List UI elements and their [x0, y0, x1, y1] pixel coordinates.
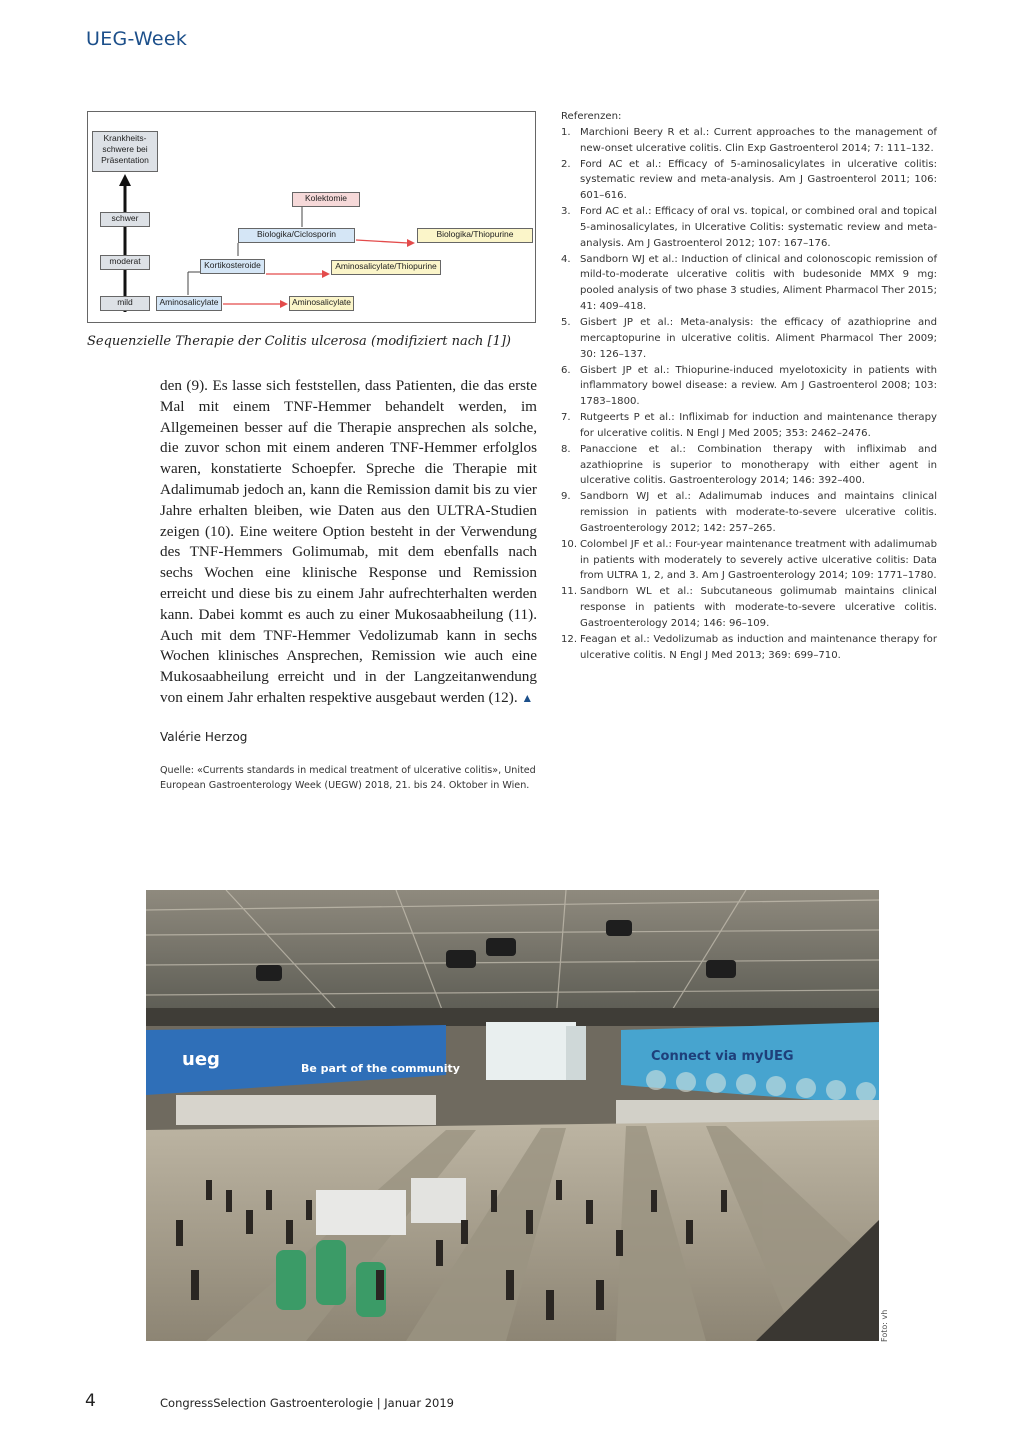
- publication-footer: CongressSelection Gastroenterologie | Januar 2019: [160, 1396, 454, 1410]
- source-note: Quelle: «Currents standards in medical treatment of ulcerative colitis», United European Gastroenterology Week (UEGW) 2018, 21. bis 24. Oktober in Wien.: [160, 765, 536, 791]
- reference-text: Gisbert JP et al.: Thiopurine-induced myelotoxicity in patients with inflammatory bowel disease: a review. Am J Gastroenterol 2008; 103: 1783–1800.: [580, 364, 937, 408]
- reference-text: Ford AC et al.: Efficacy of oral vs. topical, or combined oral and topical 5-aminosalicylates, in Ulcerative Colitis: systematic review and meta-analysis. Am J Gastroenterol 2012; 107: 167–176.: [580, 206, 937, 249]
- reference-number: 1.: [561, 126, 571, 138]
- reference-item: [561, 584, 937, 632]
- references-list: [561, 125, 937, 664]
- photo-credit: Foto: vh: [880, 1309, 889, 1342]
- reference-number: 6.: [561, 364, 571, 376]
- reference-text: Sandborn WL et al.: Subcutaneous golimumab maintains clinical response in patients with moderate-to-severe ulcerative colitis. Gastroenterology 2014; 146: 96–109.: [580, 586, 937, 629]
- end-mark-icon: ▲: [521, 690, 534, 705]
- reference-text: Marchioni Beery R et al.: Current approaches to the management of new-onset ulcerative colitis. Clin Exp Gastroenterol 2014; 7: 111–132.: [580, 126, 937, 154]
- reference-number: 12.: [561, 633, 578, 645]
- article-body-text: den (9). Es lasse sich feststellen, dass Patienten, die das erste Mal mit einem TNF-Hemmer behandelt werden, im Allgemeinen besser auf die Therapie ansprechen als solche, die zuvor schon mit einem anderen TNF-Hemmer erfolglos waren, konstatierte Schoepfer. Spreche die Therapie mit Adalimumab jedoch an, kann die Remission damit bis zu vier Jahre erhalten bleiben, wie Daten aus den ULTRA-Studien zeigen (10). Eine weitere Option besteht in der Verwendung des TNF-Hemmers Golimumab, mit dem ebenfalls nach sechs Wochen eine klinische Response und Remission erreicht und diese bis zu einem Jahr aufrechterhalten werden kann. Dabei kommt es auch zu einer Mukosaabheilung (11). Auch mit dem TNF-Hemmer Vedolizumab kann in sechs Wochen klinisches Ansprechen, Remission wie auch eine Mukosaabheilung erreicht und in der Langzeitanwendung von einem Jahr erhalten respektive ausgebaut werden (12).: [160, 377, 537, 706]
- reference-item: [561, 410, 937, 442]
- therapy-aminosalicylate-first: Aminosalicylate: [156, 296, 222, 311]
- reference-number: 9.: [561, 491, 571, 503]
- author-name: Valérie Herzog: [160, 730, 248, 744]
- reference-number: 10.: [561, 538, 578, 550]
- reference-text: Sandborn WJ et al.: Adalimumab induces and maintains clinical remission in patients with moderate-to-severe ulcerative colitis. Gastroenterology 2012; 142: 257–265.: [580, 491, 937, 534]
- reference-item: [561, 442, 937, 490]
- reference-item: [561, 537, 937, 585]
- level-severe: schwer: [100, 212, 150, 227]
- therapy-kortikosteroide: Kortikosteroide: [200, 259, 265, 274]
- reference-text: Rutgeerts P et al.: Infliximab for induction and maintenance therapy for ulcerative colitis. N Engl J Med 2005; 353: 2462–2476.: [580, 412, 937, 439]
- level-mild: mild: [100, 296, 150, 311]
- reference-item: [561, 632, 937, 664]
- level-moderate: moderat: [100, 255, 150, 270]
- reference-number: 2.: [561, 158, 571, 170]
- article-body: [160, 376, 537, 709]
- reference-text: Feagan et al.: Vedolizumab as induction and maintenance therapy for ulcerative colitis. N Engl J Med 2013; 369: 699–710.: [580, 633, 937, 661]
- reference-number: 7.: [561, 412, 571, 424]
- reference-number: 8.: [561, 443, 571, 455]
- banner-logo-left: ueg: [182, 1049, 220, 1070]
- reference-item: [561, 252, 937, 315]
- reference-item: [561, 363, 937, 411]
- therapy-kolektomie: Kolektomie: [292, 192, 360, 207]
- reference-text: Ford AC et al.: Efficacy of 5-aminosalicylates in ulcerative colitis: systematic review and meta-analysis. Am J Gastroenterol 2011; 106: 601–616.: [580, 158, 937, 202]
- therapy-aminosalicylate-second: Aminosalicylate: [289, 296, 354, 311]
- banner-right-text: Connect via myUEG: [651, 1049, 794, 1064]
- reference-number: 3.: [561, 206, 571, 218]
- reference-number: 5.: [561, 316, 571, 328]
- diagram-caption: Sequenzielle Therapie der Colitis ulcerosa (modifiziert nach [1]): [87, 334, 511, 349]
- reference-item: [561, 204, 937, 252]
- running-head: UEG-Week: [86, 28, 188, 50]
- reference-text: Sandborn WJ et al.: Induction of clinical and colonoscopic remission of mild-to-moderate ulcerative colitis with budesonide MMX 9 mg: pooled analysis of two phase 3 studies, Aliment Pharmacol Ther 2015; 41: 409–418.: [580, 253, 937, 313]
- references-title: Referenzen:: [561, 111, 622, 122]
- therapy-biologika-thiopurine: Biologika/Thiopurine: [417, 228, 533, 243]
- reference-item: [561, 125, 937, 157]
- reference-text: Gisbert JP et al.: Meta-analysis: the efficacy of azathioprine and mercaptopurine in ulcerative colitis. Aliment Pharmacol Ther 2009; 30: 126–137.: [580, 316, 937, 360]
- reference-item: [561, 315, 937, 363]
- therapy-biologika-ciclosporin: Biologika/Ciclosporin: [238, 228, 355, 243]
- congress-hall-illustration: [146, 890, 879, 1341]
- reference-text: Colombel JF et al.: Four-year maintenance treatment with adalimumab in patients with moderately to severely active ulcerative colitis: Data from ULTRA 1, 2, and 3. Am J Gastroenterology 2014; 109: 1771–1780.: [580, 538, 937, 582]
- therapy-aminosalicylate-thiopurine: Aminosalicylate/Thiopurine: [331, 260, 441, 275]
- page-number: 4: [85, 1391, 96, 1411]
- congress-hall-photo: [146, 890, 879, 1341]
- reference-item: [561, 489, 937, 537]
- reference-item: [561, 157, 937, 205]
- banner-left-text: Be part of the community: [301, 1062, 460, 1075]
- reference-number: 11.: [561, 586, 578, 598]
- references-section: [561, 109, 937, 664]
- reference-text: Panaccione et al.: Combination therapy with infliximab and azathioprine is superior to monotherapy with either agent in ulcerative colitis. Gastroenterology 2014; 146: 392–400.: [580, 443, 937, 487]
- therapy-diagram: [87, 111, 536, 323]
- severity-title-label: Krankheits-schwere bei Präsentation: [92, 131, 158, 172]
- reference-number: 4.: [561, 253, 571, 265]
